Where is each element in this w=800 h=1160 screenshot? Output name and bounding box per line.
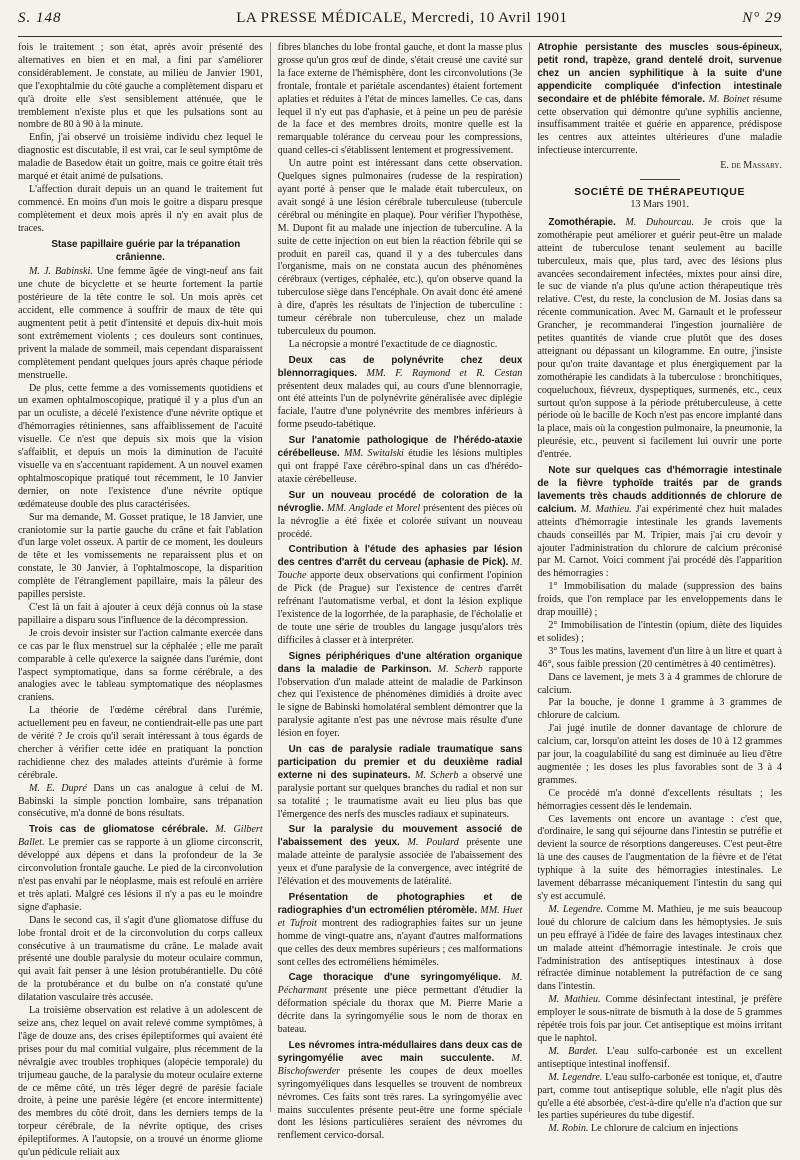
section-heading: Deux cas de polynévrite chez deux blennorragiques. xyxy=(277,354,523,379)
paragraph: C'est là un fait à ajouter à ceux déjà connus où la stase papillaire a disparu sous l'influence de la décompression. xyxy=(18,601,263,626)
paragraph: Le chlorure de calcium en injections xyxy=(590,1123,739,1135)
section-heading: Présentation de photographies et de radiographies d'un ectromélien ptéromèle. xyxy=(277,892,523,916)
society-date: 13 Mars 1901. xyxy=(630,198,689,210)
author: M. Legendre. xyxy=(548,903,604,915)
section-heading: Sur la paralysie du mouvement associé de l'abaissement des yeux. xyxy=(277,824,523,849)
paragraph: résume cette observation qui démontre qu'une syphilis ancienne, insuffisamment traitée et guérie en apparence, prédispose les centres aux atteintes ultérieures d'une maladie infectieuse intercurrente. xyxy=(537,93,783,157)
author: M. Bischofswerder xyxy=(277,1052,523,1077)
author: MM. Switalski xyxy=(343,448,404,460)
section-heading: Atrophie persistante des muscles sous-épineux, petit rond, trapèze, grand dentelé droit, survenue chez un ancien syphilitique à la suite d'une appendicite compliquée d'infection intestinale secondaire et de phlébite fémorale. xyxy=(537,42,783,105)
author: M. Robin. xyxy=(548,1123,589,1135)
paragraph: Je crois devoir insister sur l'action calmante exercée dans ce cas par le flux menstruel sur la céphalée ; elle me paraît comparable à celle qu'exerce la saignée dans l'urémie, dont l'aspect symptomatique, dans sa forme cérébrale, a des analogies avec le tableau symptomatique des néoplasmes craniens. xyxy=(18,627,263,704)
journal-title: LA PRESSE MÉDICALE, Mercredi, 10 Avril 1901 xyxy=(236,10,568,26)
paragraph: fois le traitement ; son état, après avoir présenté des alternatives en bien et en mal, a fini par s'améliorer considérablement. Je constate, au milieu de Janvier 1901, que l'exophtalmie du côté gauche a complètement disparu et qu'à droite elle s'est sensiblement atténuée, que le tremblement n'existe plus et que les pulsations sont au nombre de 80 à 90 à la minute. xyxy=(18,42,263,131)
author: M. Mathieu. xyxy=(580,503,632,515)
paragraph: De plus, cette femme a des vomissements quotidiens et un examen ophtalmoscopique, pratiqué il y a plus d'un an par un oculiste, a décelé l'existence d'une névrite optique et d'hémorragies rétiniennes, sans affaiblissement de l'acuité visuelle. Ce n'est que depuis six mois que la vision s'affaiblit, et depuis un mois la diminution de l'acuité visuelle va en s'accentuant rapidement. A un nouvel examen ophtalmoscopique pratiqué tout récemment, le 10 Janvier dernier, on note l'existence d'une névrite optique œdémateuse double des plus caractérisées. xyxy=(18,382,263,510)
paragraph: 2° Immobilisation de l'intestin (opium, diète des liquides et solides) ; xyxy=(537,619,783,644)
section-heading: Signes périphériques d'une altération organique dans la maladie de Parkinson. xyxy=(277,650,523,675)
paragraph: Ce procédé m'a donné d'excellents résultats ; les hémorragies cessent dès le lendemain. xyxy=(537,787,783,812)
paragraph: apporte deux observations qui confirment l'opinion de Pick (de Prague) sur l'existence de centres d'arrêt refrénant l'automatisme verbal, et dont la lésion explique l'existence de la logorrhée, de la paraphasie, de l'écholalie et de toute une série de troubles du langage jusqu'alors très difficiles à classer et à interpréter. xyxy=(277,570,523,646)
paragraph: L'eau sulfo-carbonée est un excellent antiseptique intestinal inoffensif. xyxy=(537,1045,783,1070)
paragraph: a observé une paralysie portant sur quelques branches du radial et non sur sa totalité ; le traumatisme avait eu lieu plus bas que l'émergence des nerfs des muscles radiaux et supinateurs. xyxy=(277,769,523,820)
paragraph: La nécropsie a montré l'exactitude de ce diagnostic. xyxy=(288,338,498,350)
signature: E. de Massary. xyxy=(720,160,783,172)
author: M. Poulard xyxy=(407,837,459,849)
column-2 xyxy=(270,42,523,1142)
paragraph: L'affection durait depuis un an quand le traitement fut commencé. En moins d'un mois le goitre a disparu presque complètement et deux mois après il n'y en avait plus de traces. xyxy=(18,183,263,234)
paragraph: Le premier cas se rapporte à un gliome circonscrit, développé aux dépens et dans la profondeur de la 3e circonvolution frontale gauche. Le pied de la circonvolution n'est pas envahi par le néoplasme, mais est refoulé en arrière et très aplati. Malgré ces lésions il n'y a pas eu le moindre signe d'aphasie. xyxy=(18,837,263,913)
paragraph: présentent deux malades qui, au cours d'une blennorragie, ont été atteints l'un de polynévrite généralisée avec diplégie faciale, l'autre d'une polynévrite des membres inférieurs à forme pseudo-tabétique. xyxy=(277,380,523,431)
section-heading: Note sur quelques cas d'hémorragie intestinale de la fièvre typhoïde traités par de grands lavements très chauds additionnés de chlorure de calcium. xyxy=(537,465,783,515)
paragraph: Enfin, j'ai observé un troisième individu chez lequel le diagnostic est discutable, il est vrai, car le seul symptôme de maladie de Basedow était un goitre, mais ce goitre était très marqué et était animé de pulsations. xyxy=(18,132,263,183)
section-heading: Sur l'anatomie pathologique de l'hérédo-ataxie cérébelleuse. xyxy=(277,435,523,460)
section-heading: Un cas de paralysie radiale traumatique sans participation du premier et du deuxième radial externe ni des supinateurs. xyxy=(277,744,523,781)
paragraph: La théorie de l'œdème cérébral dans l'urémie, actuellement peu en faveur, ne contiendrait-elle pas une part de vérité ? Je crois qu'il serait intéressant à tous égards de chercher à vérifier cette idée en pratiquant la ponction rachidienne chez des malades atteints d'urémie à forme cérébrale. xyxy=(18,705,263,781)
paragraph: Une femme âgée de vingt-neuf ans fait une chute de bicyclette et se heurte fortement la partie postérieure de la tête contre le sol. Un mois après cet accident, elle commence à souffrir de maux de tête qui augmentent petit à petit d'intensité et depuis dix-huit mois sont extrêmement violents ; ces douleurs sont continues, privent la malade de sommeil, mais cependant disparaissent complètement pendant quelques jours après chaque période menstruelle. xyxy=(18,266,263,381)
paragraph: présentent des pièces où la névroglie a été fixée et colorée suivant un nouveau procédé. xyxy=(277,502,523,540)
section-heading: Contribution à l'étude des aphasies par lésion des centres d'arrêt du cerveau (aphasie de Pick). xyxy=(277,544,523,569)
author: M. Bardet. xyxy=(548,1045,598,1057)
author: M. Mathieu. xyxy=(548,994,601,1006)
section-heading: Trois cas de gliomatose cérébrale. xyxy=(29,824,209,836)
paragraph: Dans le second cas, il s'agit d'une gliomatose diffuse du lobe frontal droit et de la circonvolution du corps calleux consécutive à un traumatisme du crâne. Le malade avait présenté une double paralysie du moteur oculaire commun, qui avait fait penser à une lésion protubérantielle. Du côté de la protubérance et du bulbe on n'a constaté qu'une dilatation vasculaire très accusée. xyxy=(18,914,263,1004)
author: M. Scherb xyxy=(437,663,483,675)
section-heading: Cage thoracique d'une syringomyélique. xyxy=(288,972,501,984)
paragraph: Dans ce lavement, je mets 3 à 4 grammes de chlorure de calcium. xyxy=(537,671,783,696)
paragraph: Un autre point est intéressant dans cette observation. Quelques signes pulmonaires (rudesse de la respiration) ayant porté à penser que le malade était tuberculeux, on avait songé à une lésion cérébrale tuberculeuse (tubercule cérébral ou méningite en plaque). Pour vérifier l'hypothèse, M. Dupont fit au malade une injection de tuberculine. A la suite de cette injection on eut bien la réaction fébrile qui se produit en pareil cas, quand il y a des tubercules dans l'organisme, mais on ne constata aucun des phénomènes cérébraux (vertiges, céphalée, etc.), qu'on observe quand la tuberculose siège dans l'encéphale. On avait donc été amené à dire, d'après les résultats de l'injection de tuberculine : tumeur cérébrale non tuberculeuse, chez un malade tuberculeux du poumon. xyxy=(277,158,523,337)
paragraph: rapporte l'observation d'un malade atteint de maladie de Parkinson chez qui l'existence de phénomènes dimidiés à droite avec le signe de Babinski homolatéral semblent démontrer que la paralysie agitante n'est pas une névrose mais résulte d'une lésion en foyer. xyxy=(277,663,523,740)
paragraph: 1° Immobilisation du malade (suppression des bains froids, que l'on remplace par les enveloppements dans le drap mouillé) ; xyxy=(537,581,783,619)
issue-number: N° 29 xyxy=(742,10,782,26)
page-number: S. 148 xyxy=(18,10,62,26)
author: M. Legendre. xyxy=(548,1071,603,1083)
paragraph: Comme désinfectant intestinal, je préfère employer le sous-nitrate de bismuth à la dose de 5 grammes répétée trois fois par jour. Cet antiseptique est moins irritant que le naphtol. xyxy=(537,994,783,1044)
paragraph: J'ai expérimenté chez huit malades atteints d'hémorragie intestinale les grands lavements chauds conseillés par M. Tripier, mais j'ai cru devoir y ajouter l'administration du chlorure de calcium préconisé par M. Carnot. Voici comment j'ai procédé dès l'apparition des hémorragies : xyxy=(537,503,783,580)
paragraph: La troisième observation est relative à un adolescent de seize ans, chez lequel on avait relevé comme symptômes, à l'âge de douze ans, des crises épileptiformes qui avaient été prises pour du mal comitial vulgaire, plus récemment de la névralgie avec troubles trophiques (alopécie temporale) du trijumeau gauche, de la paralysie du moteur oculaire externe de ce même côté, un très léger degré de parésie faciale droite, à peine une parésie légère (et encore intermittente) des membres du côté droit, dans les derniers temps de la torpeur cérébrale, de la névrite optique, des crises épileptiformes. A l'autopsie, on a trouvé un énorme gliome qu'un pédicule reliait aux xyxy=(18,1005,263,1159)
paragraph: Sur ma demande, M. Gosset pratique, le 18 Janvier, une craniotomie sur la partie gauche du crâne et fait l'ablation d'un large volet osseux. A partir de ce moment, les douleurs de tête et les vomissements ne reparaissent plus et on constate, le 30 Janvier, à l'ophtalmoscope, la disparition complète de l'étranglement papillaire, mais la pâleur des papilles persiste. xyxy=(18,511,263,601)
paragraph: montrent des radiographies faites sur un jeune homme de vingt-quatre ans, n'ayant d'autres malformations que celles des deux membres supérieurs ; ces malformations sont celles des ectroméliens hémimèles. xyxy=(277,917,523,968)
author: M. J. Babinski. xyxy=(29,266,93,278)
section-heading: Zomothérapie. xyxy=(548,216,616,228)
divider xyxy=(640,179,680,180)
author: M. Pécharmant xyxy=(277,972,523,997)
author: M. Touche xyxy=(277,557,523,582)
paragraph: Ces lavements ont encore un avantage : c'est que, d'ordinaire, le sang qui séjourne dans l'intestin se putréfie et devient la source de résorptions dangereuses. C'est peut-être là une des causes de l'augmentation de la fièvre et de l'état typhique à la suite des hémorragies intestinales. Le lavement débarrasse mécaniquement l'intestin du sang qui s'y est accumulé. xyxy=(537,813,783,902)
author: MM. F. Raymond et R. Cestan xyxy=(366,367,523,379)
column-1 xyxy=(18,42,263,1159)
author: MM. Huet et Tufroit xyxy=(277,904,523,929)
column-3 xyxy=(529,42,783,1135)
society-heading: SOCIÉTÉ DE THÉRAPEUTIQUE xyxy=(574,186,746,199)
paragraph: L'eau sulfo-carbonée est tonique, et, d'autre part, comme tout antiseptique soluble, elle n'agit plus dès qu'elle a été absorbée, c'est-à-dire qu'elle n'a d'action que sur les parties supérieures du tube digestif. xyxy=(537,1071,783,1122)
paragraph: Je crois que la zomothérapie peut améliorer et guérir peut-être un malade atteint de tuberculose tenant seulement au bacille tuberculeux, mais que, plus tard, avec des lésions plus avancées secondairement infectées, mixtes pour ainsi dire, le suc de viande n'a plus qu'une action thérapeutique très relative. C'est, du reste, la conclusion de M. Josias dans sa récente communication. Avec M. Garnault et le professeur Grancher, je recommanderai l'ingestion journalière de petites quantités de viande crue plutôt que des doses atteignant ou dépassant un kilogramme. En outre, j'insiste pour qu'on traite davantage et plus énergiquement par la zomothérapie les candidats à la tuberculose : bronchitiques, coqueluchoux, fiévreux, dyspeptiques, surmenés, etc., ceux surtout qu'on suppose à la période prétuberculeuse, à cette période où le bacille de Koch n'est pas encore implanté dans la place, mais où la congestion pulmonaire, la pneumonie, la pleurésie, etc., peuvent si facilement lui ouvrir une porte d'entrée. xyxy=(537,216,783,461)
author: M. Boinet xyxy=(708,93,750,105)
paragraph: Par la bouche, je donne 1 gramme à 3 grammes de chlorure de calcium. xyxy=(537,697,783,722)
paragraph: étudie les lésions multiples qui ont frappé l'axe cérébro-spinal dans un cas d'hérédo-ataxie cérébelleuse. xyxy=(277,448,523,485)
paragraph: fibres blanches du lobe frontal gauche, et dont la masse plus grosse qu'un gros œuf de dinde, s'était creusé une cavité sur la face externe de l'hémisphère, dont les circonvolutions (3e frontale, frontale et pariétale ascendantes) étaient fortement aplaties et réduites à l'état de minces lamelles. Ce cas, dans lequel il n'y eut pas d'aphasie, et à peine un peu de parésie de la face et des membres droits, montre quelle est la remarquable tolérance du cerveau pour les compressions, quand celles-ci s'établissent lentement et progressivement. xyxy=(277,42,523,157)
paragraph: présente une pièce permettant d'étudier la déformation spéciale du thorax que M. Pierre Marie a décrite dans la syringomyélie sous le nom de thorax en bateau. xyxy=(277,985,523,1036)
paragraph: Comme M. Mathieu, je me suis beaucoup loué du chlorure de calcium dans les hémoptysies. Je suis un peu effrayé à l'idée de faire des lavages intestinaux chez un malade atteint d'hémorragie intestinale. Je crois que l'administration des antiseptiques intestinaux à dose réfractée diminue notablement la putréfaction de ce sang dans l'intestin. xyxy=(537,903,783,993)
author: M. Duhourcau. xyxy=(625,216,694,228)
author: M. Scherb xyxy=(414,769,459,781)
author: M. E. Dupré xyxy=(29,782,88,794)
author: MM. Anglade et Morel xyxy=(326,502,421,514)
section-heading: Stase papillaire guérie par la trépanation crânienne. xyxy=(51,238,241,263)
paragraph: Dans un cas analogue à celui de M. Babinski la simple ponction lombaire, sans trépanation consécutive, m'a donné de bons résultats. xyxy=(18,782,263,820)
paragraph: présente les coupes de deux moelles syringomyéliques dans lesquelles se trouvent de nombreux névromes. Ces faits sont très rares. La syringomyélie avec mains succulentes présente peut-être une forme spéciale dont les lésions particulières seraient des névromes du renflement cervico-dorsal. xyxy=(277,1065,523,1142)
section-heading: Sur un nouveau procédé de coloration de la névroglie. xyxy=(277,489,523,514)
author: M. Gilbert Ballet. xyxy=(18,824,263,849)
page-header xyxy=(18,10,782,37)
paragraph: présente une malade atteinte de paralysie associée de l'abaissement des yeux et d'une paralysie de la convergence, avec intégrité de l'élévation et des mouvements de latéralité. xyxy=(277,837,523,888)
section-heading: Les névromes intra-médullaires dans deux cas de syringomyélie avec main succulente. xyxy=(277,1039,523,1064)
paragraph: 3° Tous les matins, lavement d'un litre à un litre et quart à 46°, sous faible pression (20 centimètres à 40 centimètres). xyxy=(537,645,783,670)
paragraph: J'ai jugé inutile de donner davantage de chlorure de calcium, car, lorsqu'on atteint les doses de 10 à 12 grammes par jour, la coagulabilité du sang est diminuée au lieu d'être augmentée ; les doses les plus favorables sont de 3 à 4 grammes. xyxy=(537,723,783,786)
